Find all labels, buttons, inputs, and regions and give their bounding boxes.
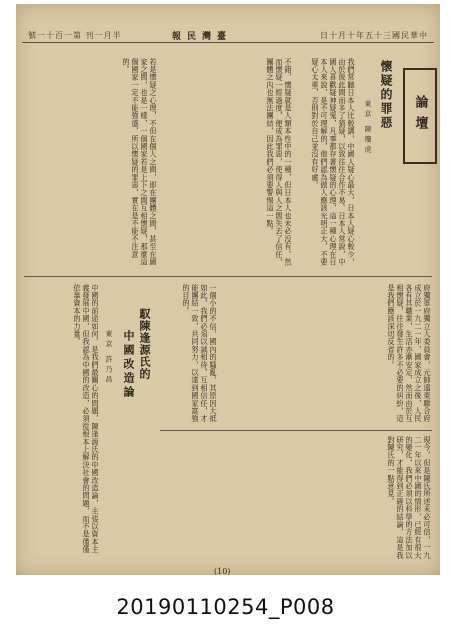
article1-body-top-left: 若是懷疑之心理，不但在個人之間，即在團體之間，甚至在國家之間，也是一樣，一個國家若是上下之間互相懷疑，那麼這個國家一定不能強盛，所以懷疑的罪惡，實在是不能不注意的。 [122, 58, 158, 266]
section-tag-box [403, 68, 437, 164]
page-number: (10) [214, 567, 231, 576]
article2-title-line1: 馭陳逢源氏的 [138, 308, 151, 380]
article2-body-left: 中國的前途如何，是我們最關心的問題，陳逢源氏的中國改造論，主張以資本主義發展中國，但我認為中國的改造，必須從根本上解決社會的問題，而不是僅僅依靠資本的力量。 [73, 284, 100, 554]
horizontal-divider [24, 276, 432, 277]
lower-divider [160, 430, 432, 431]
article2-body-right: 現今，但是陳氏所述未必可信，一九二一年以來中國的情形，已經有很大的變化，我們必須以科學的方法加以研究，才能得到正確的結論，這是我對陳氏的一點意見。 [387, 436, 432, 560]
image-caption: 20190110254_P008 [116, 595, 335, 619]
article1-body-bottom-right: 府獨軍府獨立人委員會，元帥遠東聯合府成立於一九二一年，國家成立之後，人民各有其職業，生活亦漸安定，然而由於互相懷疑，往往發生許多不必要的糾紛，這是我們應該深切反省的。 [387, 284, 432, 423]
article1-body-top-right: 我們常聽日本人比較講，中國人疑心最大，日本人疑心較少，由於彼此間而多了猜疑，以致往往合作不易。日本人常說，中國人喜歡疑神疑鬼，凡事都存著懷疑的心理，這一種心理在日本人來說，是不可理解的，他們認為做人應該光明正大，不要疑心太重，否則對於自己並沒有好處。 [311, 58, 356, 266]
article2-author: 東京 許乃昌 [105, 330, 113, 386]
article1-title: 懷疑的罪惡 [379, 60, 393, 130]
section-tag: 論壇 [412, 95, 428, 137]
article1-body-bottom-mid: 一個小的不信，國內的騷亂，其原因大抵如此，我們必須以誠相待，互相信任，才能團結一致，共同努力，以達到國家富強的目的。 [182, 284, 218, 423]
header-date: 日十月十年五十三國民華中 [320, 31, 428, 40]
article1-body-top-mid: 不錯，懷疑就是人類本性中的一種，但日本人也未必沒有。然而懷疑一經過度，便成為罪惡，使得人與人之間失去了信任，團體之內也無法團結，因此我們必須要警惕這一點。 [266, 58, 293, 266]
header-newspaper-title: 報民灣臺 [172, 32, 233, 42]
page-header [22, 28, 434, 43]
article1-author: 東京 陳瓊虎 [364, 100, 372, 156]
article2-title-line2: 中國改造論 [122, 330, 135, 400]
header-issue: 號一十百一第 刊一月半 [28, 31, 122, 40]
